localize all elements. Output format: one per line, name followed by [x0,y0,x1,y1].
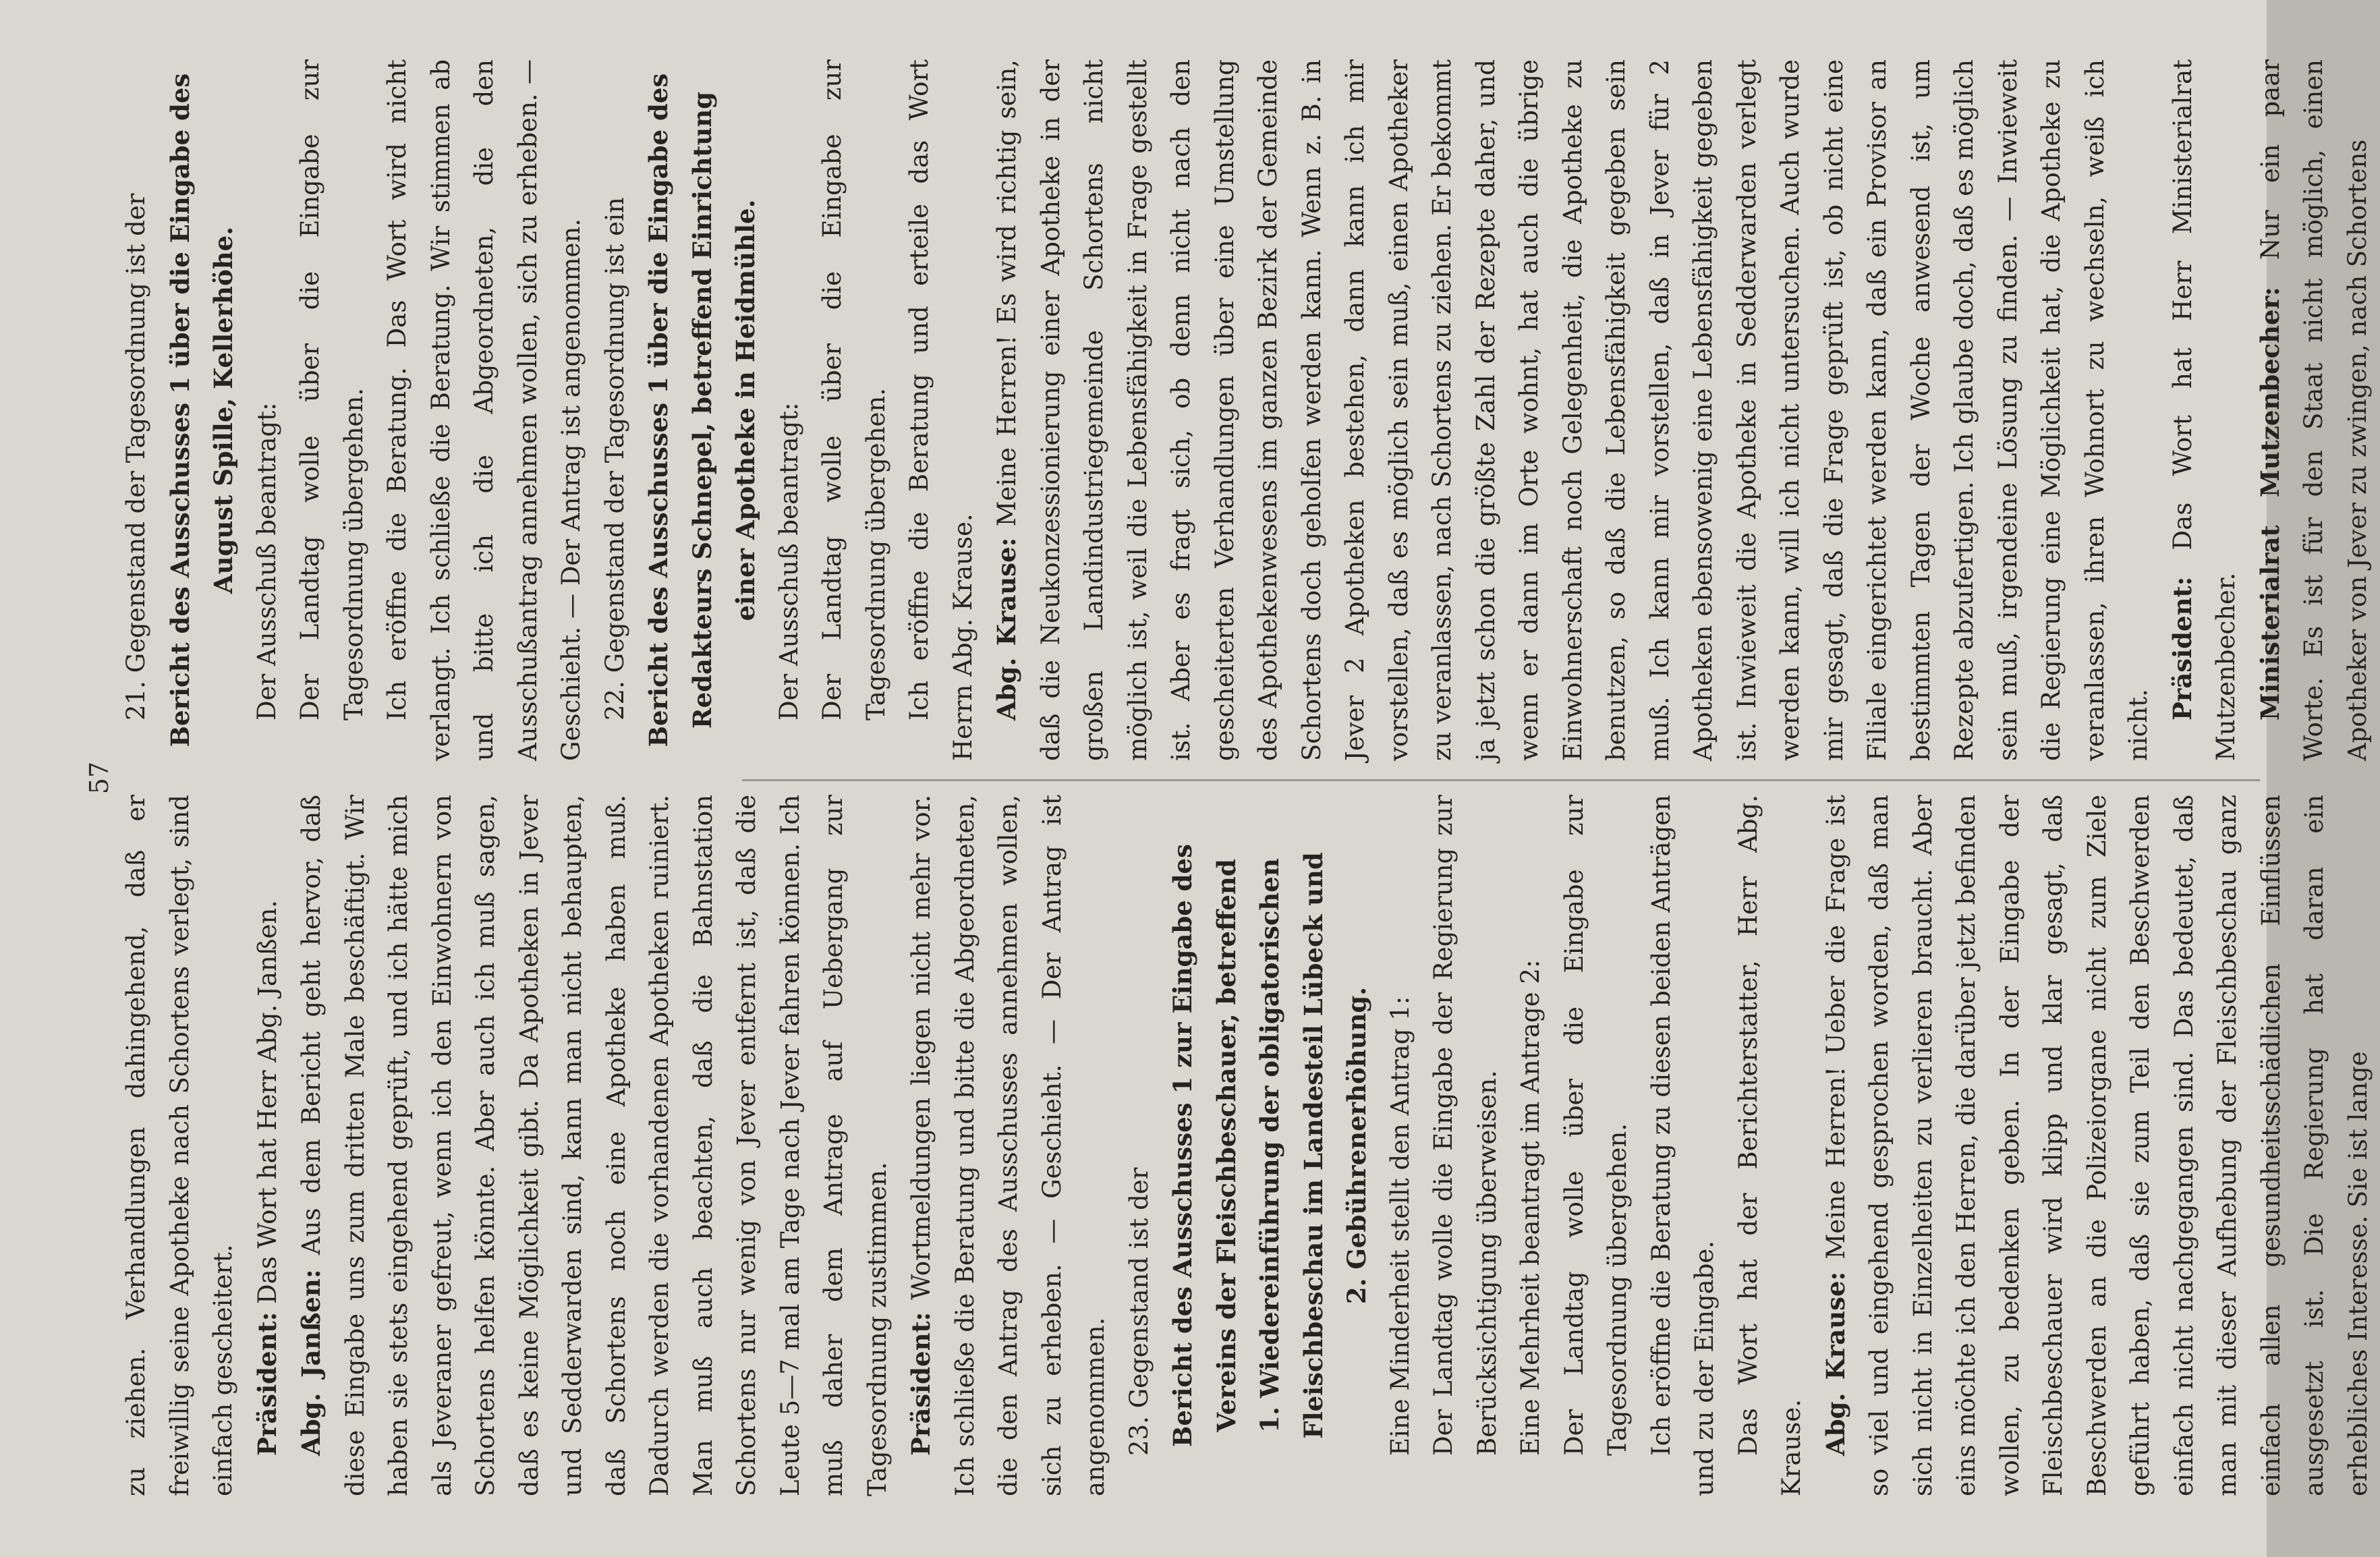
left-column [115,794,2373,1496]
speaker-name: Präsident: [906,1311,936,1456]
paragraph [1422,795,1509,1496]
section-heading [637,59,768,761]
paragraph-text: Bericht des Ausschusses 1 über die Eingabe des August Spille, Kellerhöhe. [165,73,238,747]
paragraph [115,795,246,1496]
paragraph-text: Der Landtag wolle über die Eingabe zur Tagesordnung übergehen. [1559,795,1632,1456]
paragraph-text: Eine Minderheit stellt den Antrag 1: [1385,996,1415,1456]
paragraph-text: Der Ausschuß beantragt: [252,402,281,720]
paragraph [899,795,1118,1496]
paragraph-text: Bericht des Ausschusses 1 zur Eingabe des Vereins der Fleischbeschauer, betreffend [1168,844,1241,1447]
page-number: 57 [84,761,114,795]
paragraph-text: zu ziehen. Verhandlungen dahingehend, daß er freiwillig seine Apotheke nach Schortens verlegt, sind einfach gescheitert. [121,795,237,1496]
paragraph-text: Meine Herren! Ueber die Frage ist so viel und eingehend gesprochen worden, daß man sich nicht in Einzelheiten zu verlieren braucht. Aber eins möchte ich den Herren, die darüber jetzt befinden wollen, zu bedenken geben. In der Eingabe der Fleischbeschauer wird klipp und klar gesagt, daß Beschwerden an die Polizeiorgane nicht zum Ziele geführt haben, daß sie zum Teil den Beschwerden einfach nicht nachgegangen sind. Das bedeutet, daß man mit dieser Aufhebung der Fleischbeschau ganz einfach allen gesundheitsschädlichen Einflüssen ausgesetzt ist. Die Regierung hat daran ein erhebliches Interesse. Sie ist lange [1821,795,2373,1496]
speaker-name: Ministerialrat Mutzenbecher: [2255,287,2285,720]
paragraph-text: Ich eröffne die Beratung. Das Wort wird nicht verlangt. Ich schließe die Beratung. Wir stimmen ab und bitte ich die Abgeordneten, die den Ausschußantrag annehmen wollen, sich zu erheben. — Geschieht. — Der Antrag ist angenommen. [382,59,586,761]
paragraph [1640,795,1727,1496]
paragraph-text: 1. Wiedereinführung der obligatorischen Fleischbeschau im Landesteil Lübeck und [1255,852,1328,1439]
paragraph-text: Der Landtag wolle über die Eingabe zur Tagesordnung übergehen. [818,59,890,720]
paragraph-text: 21. Gegenstand der Tagesordnung ist der [121,193,150,720]
column-divider [742,779,2260,781]
section-heading [159,59,246,761]
paragraph [1379,795,1423,1496]
paragraph [2161,59,2248,761]
paragraph-text: 2. Gebührenerhöhung. [1342,986,1371,1305]
paragraph-text: Ich eröffne die Beratung zu diesen beiden Anträgen und zu der Eingabe. [1646,795,1719,1496]
paragraph [246,59,289,761]
section-heading [1248,795,1335,1496]
paragraph [898,59,985,761]
paragraph-text: Der Landtag wolle die Eingabe der Regierung zur Berücksichtigung überweisen. [1429,795,1502,1456]
paragraph-text: Ich eröffne die Beratung und erteile das Wort Herrn Abg. Krause. [905,59,978,761]
speaker-name: Abg. Krause: [992,537,1021,720]
paragraph-text: 23. Gegenstand ist der [1124,1167,1154,1456]
speaker-name: Abg. Janßen: [296,1269,326,1456]
paragraph-text: Bericht des Ausschusses 1 über die Eingabe des Redakteurs Schnepel, betreffend Einrichtung einer Apotheke in Heidmühle. [644,73,760,747]
paragraph-text: Aus dem Bericht geht hervor, daß diese Eingabe uns zum dritten Male beschäftigt. Wir haben sie stets eingehend geprüft, und ich hätte mich als Jeveraner gefreut, wenn ich den Einwohnern von Schortens helfen könnte. Aber auch ich muß sagen, daß es keine Möglichkeit gibt. Da Apotheken in Jever und Sedderwarden sind, kann man nicht behaupten, daß Schortens noch eine Apotheke haben muß. Dadurch werden die vorhandenen Apotheken ruiniert. Man muß auch beachten, daß die Bahnstation Schortens nur wenig von Jever entfernt ist, daß die Leute 5—7 mal am Tage nach Jever fahren können. Ich muß daher dem Antrage auf Uebergang zur Tagesordnung zustimmen. [297,794,892,1496]
paragraph-text: Nur ein paar Worte. Es ist für den Staat nicht möglich, einen Apotheker von Jever zu zwingen, nach Schortens [2255,59,2372,761]
paragraph [1118,795,1162,1496]
speaker-name: Präsident: [2167,576,2197,720]
paragraph-text: Das Wort hat Herr Ministerialrat Mutzenbecher. [2168,59,2240,761]
paragraph [1727,795,1814,1496]
paragraph [1553,795,1640,1496]
paragraph-text: Wortmeldungen liegen nicht mehr vor. Ich schließe die Beratung und bitte die Abgeordneten, die den Antrag des Ausschusses annehmen wollen, sich zu erheben. — Geschieht. — Der Antrag ist angenommen. [907,795,1110,1496]
paragraph [2248,59,2380,761]
section-heading [1335,795,1379,1496]
paragraph-text: Der Landtag wolle über die Eingabe zur Tagesordnung übergehen. [295,59,368,720]
paragraph [1814,795,2380,1496]
paragraph [811,59,898,761]
section-heading [1161,795,1248,1496]
paragraph [289,59,376,761]
speaker-name: Abg. Krause: [1820,1271,1850,1456]
paragraph-text: 22. Gegenstand der Tagesordnung ist ein [600,197,629,720]
paragraph [376,59,594,761]
paragraph [768,59,812,761]
paragraph-text: Der Ausschuß beantragt: [774,402,803,720]
paragraph-text: Das Wort hat der Berichterstatter, Herr Abg. Krause. [1733,795,1806,1496]
paragraph [115,59,159,761]
paragraph-text: Das Wort hat Herr Abg. Janßen. [252,900,282,1312]
paragraph-text: Eine Mehrheit beantragt im Antrage 2: [1516,959,1545,1456]
paragraph [594,59,638,761]
paragraph [985,59,2161,761]
right-column [115,59,2372,761]
paragraph [1509,795,1553,1496]
paragraph [246,795,290,1496]
paragraph-text: Meine Herren! Es wird richtig sein, daß die Neukonzessionierung einer Apotheke in der großen Landindustriegemeinde Schortens nicht möglich ist, weil die Lebensfähigkeit in Frage gestellt ist. Aber es fragt sich, ob denn nicht nach den gescheiterten Verhandlungen über eine Umstellung des Apothekenwesens im ganzen Bezirk der Gemeinde Schortens doch geholfen werden kann. Wenn z. B. in Jever 2 Apotheken bestehen, dann kann ich mir vorstellen, daß es möglich sein muß, einen Apotheker zu veranlassen, nach Schortens zu ziehen. Er bekommt ja jetzt schon die größte Zahl der Rezepte daher, und wenn er dann im Orte wohnt, hat auch die übrige Einwohnerschaft noch Gelegenheit, die Apotheke zu benutzen, so daß die Lebensfähigkeit gegeben sein muß. Ich kann mir vorstellen, daß in Jever für 2 Apotheken ebensowenig eine Lebensfähigkeit gegeben ist. Inwieweit die Apotheke in Sedderwarden verlegt werden kann, will ich nicht untersuchen. Auch wurde mir gesagt, daß die Frage geprüft ist, ob nicht eine Filiale eingerichtet werden kann, daß ein Provisor an bestimmten Tagen der Woche anwesend ist, um Rezepte abzufertigen. Ich glaube doch, daß es möglich sein muß, irgendeine Lösung zu finden. — Inwieweit die Regierung eine Möglichkeit hat, die Apotheke zu veranlassen, ihren Wohnort zu wechseln, weiß ich nicht. [992,59,2153,761]
paragraph [289,795,899,1496]
speaker-name: Präsident: [252,1311,282,1456]
